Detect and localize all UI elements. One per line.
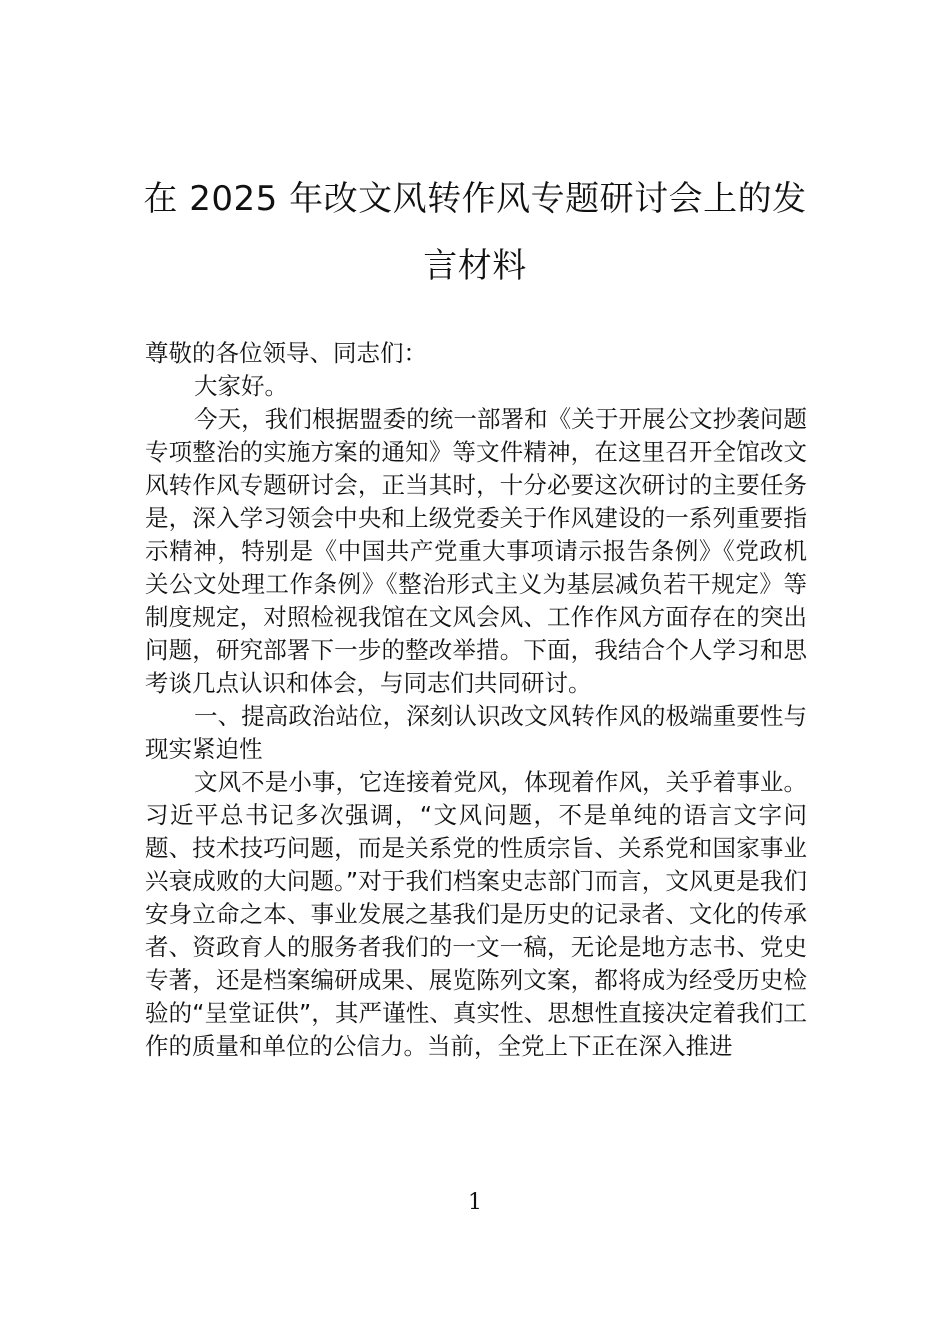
section-1-heading: 一、提高政治站位，深刻认识改文风转作风的极端重要性与现实紧迫性 — [145, 702, 807, 763]
document-title — [140, 166, 810, 300]
page-number: 1 — [468, 1190, 482, 1215]
greeting: 大家好。 — [194, 372, 288, 400]
title-line-2: 言材料 — [423, 246, 527, 286]
section-1-paragraph: 文风不是小事，它连接着党风，体现着作风，关乎着事业。习近平总书记多次强调，“文风问题，不是单纯的语言文字问题、技术技巧问题，而是关系党的性质宗旨、关系党和国家事业兴衰成败的大问题。”对于我们档案史志部门而言，文风更是我们安身立命之本、事业发展之基我们是历史的记录者、文化的传承者、资政育人的服务者我们的一文一稿，无论是地方志书、党史专著，还是档案编研成果、展览陈列文案，都将成为经受历史检验的“呈堂证供”，其严谨性、真实性、思想性直接决定着我们工作的质量和单位的公信力。当前，全党上下正在深入推进 — [145, 768, 807, 1060]
title-line-1: 在 2025 年改文风转作风专题研讨会上的发 — [143, 179, 807, 219]
salutation: 尊敬的各位领导、同志们： — [145, 339, 427, 367]
intro-paragraph: 今天，我们根据盟委的统一部署和《关于开展公文抄袭问题专项整治的实施方案的通知》等文件精神，在这里召开全馆改文风转作风专题研讨会，正当其时，十分必要这次研讨的主要任务是，深入学习领会中央和上级党委关于作风建设的一系列重要指示精神，特别是《中国共产党重大事项请示报告条例》《党政机关公文处理工作条例》《整治形式主义为基层减负若干规定》等制度规定，对照检视我馆在文风会风、工作作风方面存在的突出问题，研究部署下一步的整改举措。下面，我结合个人学习和思考谈几点认识和体会，与同志们共同研讨。 — [145, 405, 807, 697]
document-body — [145, 337, 807, 1063]
